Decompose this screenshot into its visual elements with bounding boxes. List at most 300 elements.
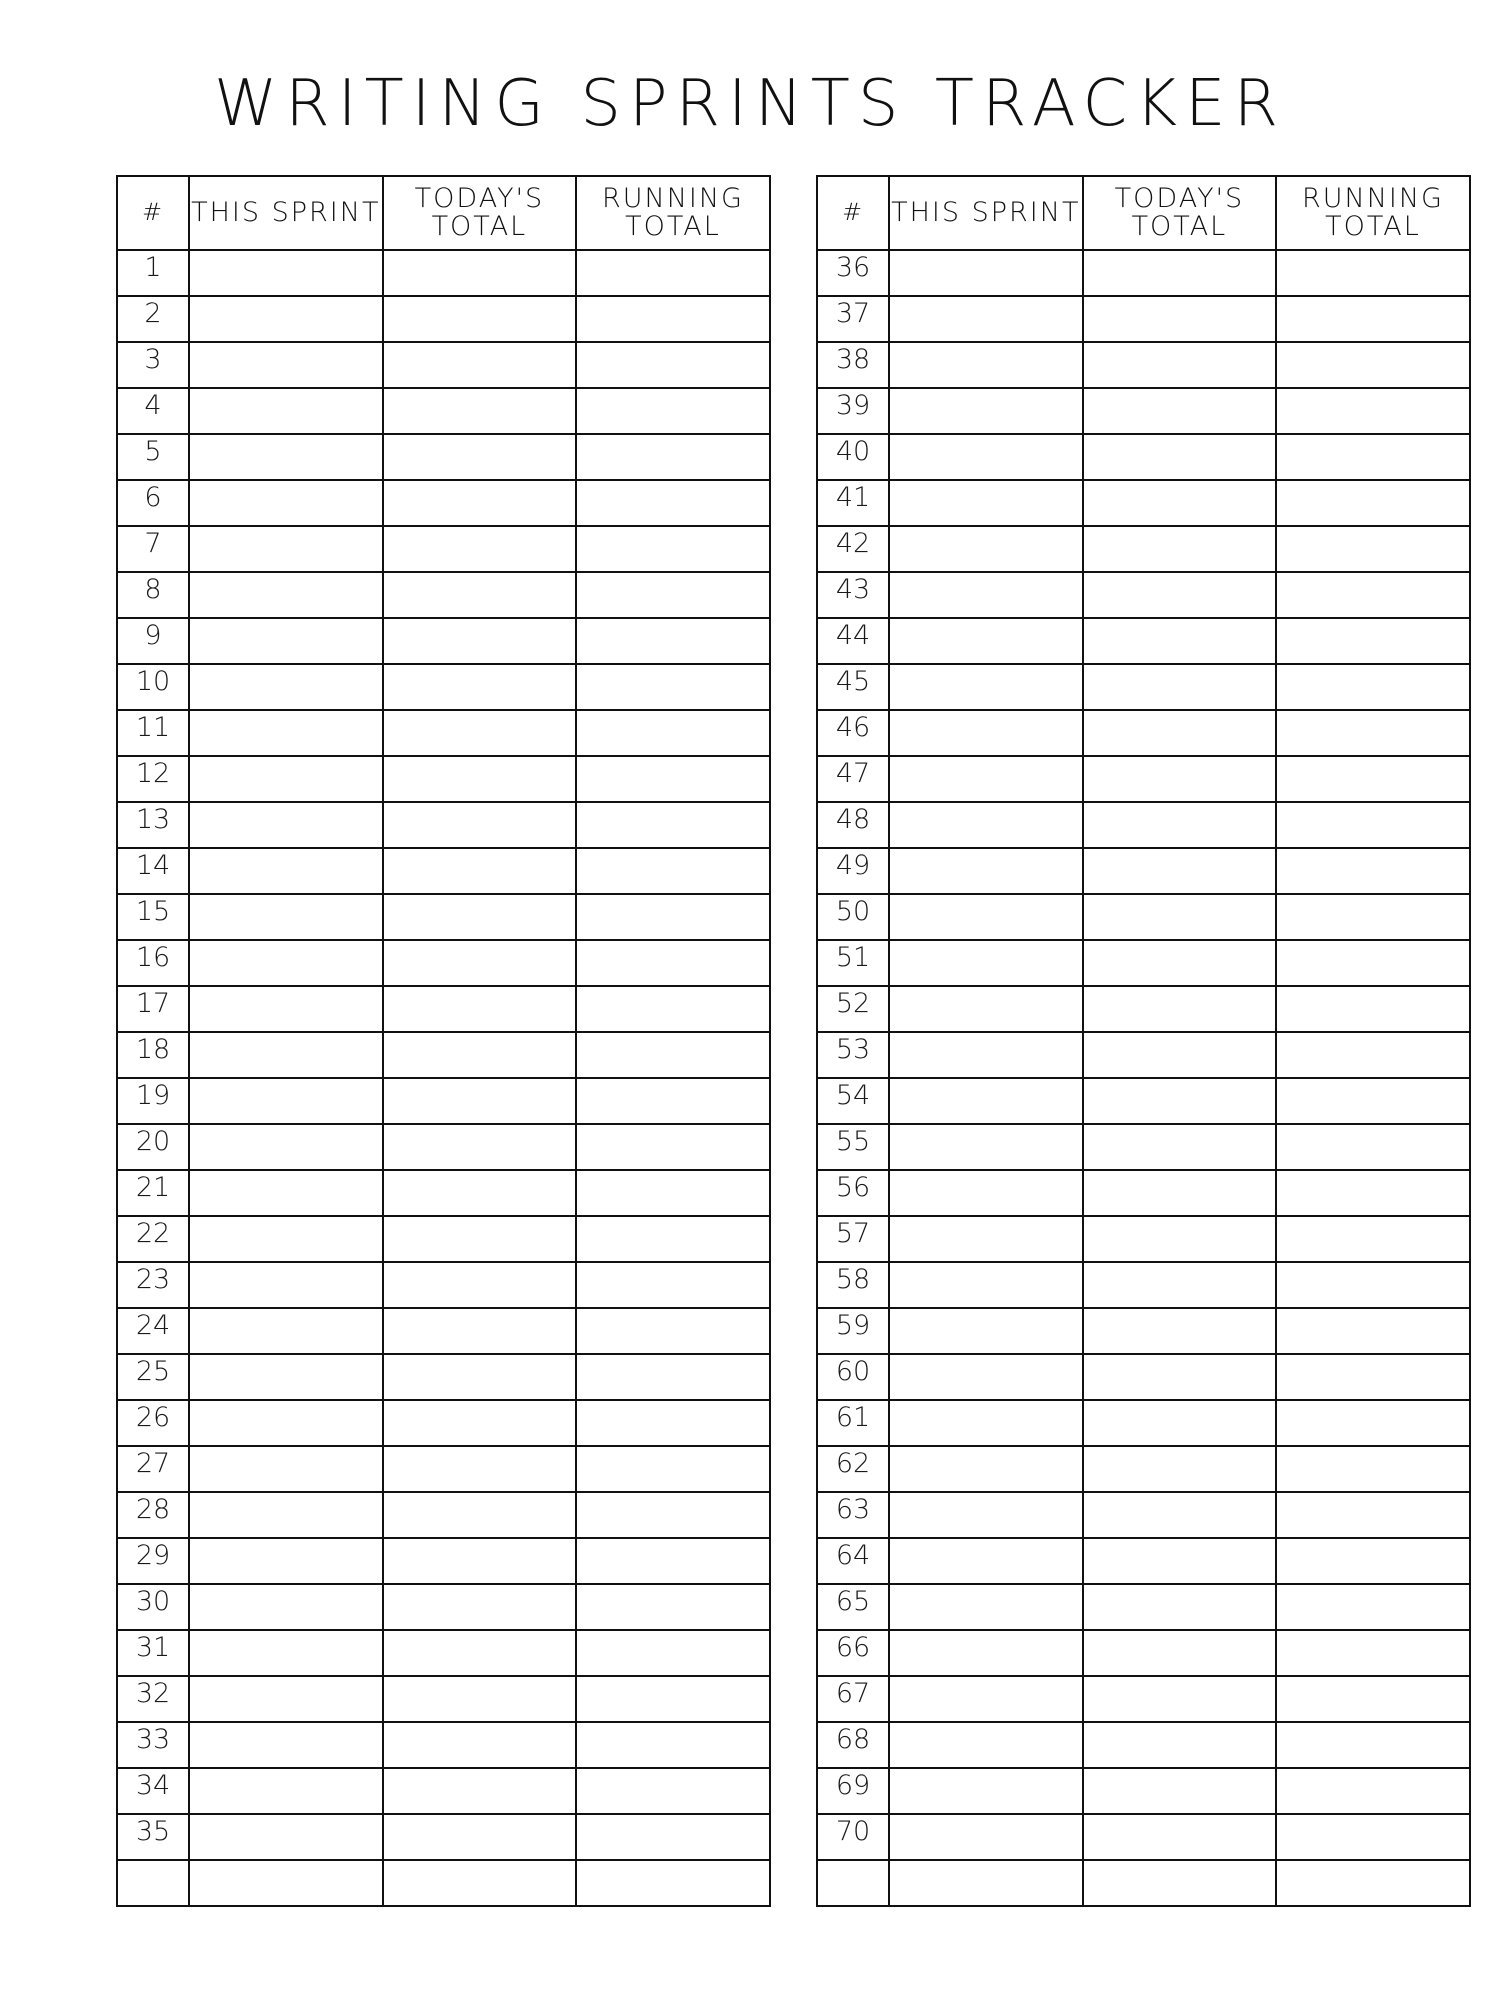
sprint-number: 46 [817,710,889,756]
running-total-cell[interactable] [1276,1814,1470,1860]
sprint-number: 56 [817,1170,889,1216]
this-sprint-cell[interactable] [889,1768,1083,1814]
running-total-cell[interactable] [1276,526,1470,572]
sprint-table-left [116,175,771,1907]
this-sprint-cell[interactable] [189,986,383,1032]
todays-total-cell[interactable] [1083,1584,1277,1630]
this-sprint-cell[interactable] [889,1078,1083,1124]
todays-total-cell[interactable] [1083,1216,1277,1262]
blank-row [117,1860,770,1906]
running-total-cell[interactable] [1276,434,1470,480]
header-todays-total: TODAY'S TOTAL [383,176,577,250]
this-sprint-cell[interactable] [189,434,383,480]
todays-total-cell[interactable] [383,296,577,342]
this-sprint-cell[interactable] [889,1814,1083,1860]
this-sprint-cell[interactable] [889,618,1083,664]
todays-total-cell[interactable] [1083,1170,1277,1216]
running-total-cell[interactable] [576,1308,770,1354]
this-sprint-cell[interactable] [889,1354,1083,1400]
todays-total-cell[interactable] [383,1170,577,1216]
todays-total-cell[interactable] [383,1400,577,1446]
this-sprint-cell[interactable] [189,572,383,618]
todays-total-cell[interactable] [1083,480,1277,526]
running-total-cell[interactable] [576,1492,770,1538]
this-sprint-cell[interactable] [189,296,383,342]
running-total-cell[interactable] [1276,1308,1470,1354]
running-total-cell[interactable] [576,1124,770,1170]
todays-total-cell[interactable] [1083,388,1277,434]
todays-total-cell[interactable] [1083,1400,1277,1446]
todays-total-cell[interactable] [1083,1032,1277,1078]
sprint-number: 10 [117,664,189,710]
running-total-cell[interactable] [1276,802,1470,848]
sprint-row [817,848,1470,894]
running-total-cell[interactable] [576,848,770,894]
sprint-row [117,1216,770,1262]
todays-total-cell[interactable] [383,1216,577,1262]
running-total-cell[interactable] [1276,1124,1470,1170]
running-total-cell[interactable] [576,1584,770,1630]
todays-total-cell[interactable] [1083,940,1277,986]
sprint-number: 31 [117,1630,189,1676]
running-total-cell[interactable] [576,250,770,296]
this-sprint-cell[interactable] [889,1492,1083,1538]
this-sprint-cell[interactable] [189,802,383,848]
sprint-number: 38 [817,342,889,388]
sprint-row [117,802,770,848]
sprint-number: 33 [117,1722,189,1768]
todays-total-cell[interactable] [383,1630,577,1676]
todays-total-cell[interactable] [383,1538,577,1584]
running-total-cell[interactable] [576,480,770,526]
running-total-cell[interactable] [576,572,770,618]
this-sprint-cell[interactable] [889,526,1083,572]
sprint-number: 36 [817,250,889,296]
sprint-row [117,848,770,894]
running-total-cell[interactable] [1276,1676,1470,1722]
todays-total-cell[interactable] [1083,986,1277,1032]
running-total-cell[interactable] [1276,342,1470,388]
running-total-cell[interactable] [1276,1216,1470,1262]
todays-total-cell[interactable] [1083,296,1277,342]
todays-total-cell[interactable] [1083,1768,1277,1814]
this-sprint-cell[interactable] [189,1722,383,1768]
todays-total-cell[interactable] [1083,526,1277,572]
todays-total-cell[interactable] [1083,1492,1277,1538]
sprint-number: 14 [117,848,189,894]
todays-total-cell[interactable] [383,618,577,664]
todays-total-cell[interactable] [1083,756,1277,802]
sprint-row [817,1538,1470,1584]
todays-total-cell[interactable] [383,1124,577,1170]
sprint-number: 17 [117,986,189,1032]
this-sprint-cell[interactable] [889,1170,1083,1216]
running-total-cell[interactable] [576,1860,770,1906]
this-sprint-cell[interactable] [889,1032,1083,1078]
this-sprint-cell[interactable] [889,572,1083,618]
sprint-row [817,1630,1470,1676]
todays-total-cell[interactable] [1083,848,1277,894]
sprint-rows-right [817,250,1470,1906]
running-total-cell[interactable] [1276,388,1470,434]
sprint-row [117,388,770,434]
blank-row [817,1860,1470,1906]
sprint-row [117,1170,770,1216]
this-sprint-cell[interactable] [889,1538,1083,1584]
running-total-cell[interactable] [576,1446,770,1492]
running-total-cell[interactable] [1276,1262,1470,1308]
sprint-row [817,296,1470,342]
running-total-cell[interactable] [1276,1722,1470,1768]
this-sprint-cell[interactable] [189,1538,383,1584]
running-total-cell[interactable] [576,1032,770,1078]
sprint-number: 45 [817,664,889,710]
sprint-number: 20 [117,1124,189,1170]
sprint-row [817,572,1470,618]
running-total-cell[interactable] [576,664,770,710]
sprint-number: 1 [117,250,189,296]
sprint-row [817,1400,1470,1446]
header-this-sprint: THIS SPRINT [189,176,383,250]
running-total-cell[interactable] [576,1722,770,1768]
running-total-cell[interactable] [1276,940,1470,986]
page-title: WRITING SPRINTS TRACKER [213,67,1287,141]
header-running-total: RUNNING TOTAL [1276,176,1470,250]
sprint-row [117,756,770,802]
this-sprint-cell[interactable] [189,894,383,940]
running-total-cell[interactable] [1276,480,1470,526]
header-number: # [817,176,889,250]
todays-total-cell[interactable] [383,1078,577,1124]
todays-total-cell[interactable] [1083,1814,1277,1860]
running-total-cell[interactable] [576,296,770,342]
sprint-number: 52 [817,986,889,1032]
this-sprint-cell[interactable] [889,756,1083,802]
this-sprint-cell[interactable] [189,664,383,710]
sprint-row [117,618,770,664]
running-total-cell[interactable] [1276,250,1470,296]
todays-total-cell[interactable] [1083,894,1277,940]
sprint-row [817,434,1470,480]
this-sprint-cell[interactable] [889,664,1083,710]
this-sprint-cell[interactable] [189,342,383,388]
running-total-cell[interactable] [576,894,770,940]
running-total-cell[interactable] [1276,1078,1470,1124]
todays-total-cell[interactable] [1083,1676,1277,1722]
this-sprint-cell[interactable] [189,1814,383,1860]
sprint-number: 48 [817,802,889,848]
sprint-number: 62 [817,1446,889,1492]
running-total-cell[interactable] [1276,664,1470,710]
sprint-number: 34 [117,1768,189,1814]
sprint-number: 28 [117,1492,189,1538]
this-sprint-cell[interactable] [889,1630,1083,1676]
this-sprint-cell[interactable] [889,986,1083,1032]
sprint-number: 42 [817,526,889,572]
sprint-number: 47 [817,756,889,802]
todays-total-cell[interactable] [1083,1354,1277,1400]
running-total-cell[interactable] [1276,986,1470,1032]
header-this-sprint: THIS SPRINT [889,176,1083,250]
sprint-row [817,1354,1470,1400]
sprint-row [817,802,1470,848]
this-sprint-cell[interactable] [889,710,1083,756]
todays-total-cell[interactable] [383,1308,577,1354]
sprint-number: 37 [817,296,889,342]
this-sprint-cell[interactable] [189,388,383,434]
this-sprint-cell[interactable] [889,296,1083,342]
todays-total-cell[interactable] [383,664,577,710]
running-total-cell[interactable] [1276,1400,1470,1446]
this-sprint-cell[interactable] [189,1630,383,1676]
running-total-cell[interactable] [576,526,770,572]
this-sprint-cell[interactable] [889,1860,1083,1906]
todays-total-cell[interactable] [383,986,577,1032]
sprint-number: 39 [817,388,889,434]
sprint-number: 55 [817,1124,889,1170]
this-sprint-cell[interactable] [189,1262,383,1308]
this-sprint-cell[interactable] [189,940,383,986]
todays-total-cell[interactable] [383,894,577,940]
sprint-number: 54 [817,1078,889,1124]
this-sprint-cell[interactable] [189,1584,383,1630]
todays-total-cell[interactable] [383,1676,577,1722]
this-sprint-cell[interactable] [189,1308,383,1354]
this-sprint-cell[interactable] [889,894,1083,940]
todays-total-cell[interactable] [1083,1538,1277,1584]
sprint-row [117,894,770,940]
this-sprint-cell[interactable] [189,1354,383,1400]
sprint-row [117,1538,770,1584]
todays-total-cell[interactable] [383,710,577,756]
this-sprint-cell[interactable] [189,1400,383,1446]
sprint-row [817,526,1470,572]
running-total-cell[interactable] [1276,1170,1470,1216]
this-sprint-cell[interactable] [189,1860,383,1906]
sprint-number: 3 [117,342,189,388]
this-sprint-cell[interactable] [889,1400,1083,1446]
this-sprint-cell[interactable] [889,1676,1083,1722]
this-sprint-cell[interactable] [189,1170,383,1216]
todays-total-cell[interactable] [1083,342,1277,388]
todays-total-cell[interactable] [1083,1630,1277,1676]
running-total-cell[interactable] [1276,1032,1470,1078]
this-sprint-cell[interactable] [189,1124,383,1170]
running-total-cell[interactable] [576,1676,770,1722]
sprint-number: 30 [117,1584,189,1630]
this-sprint-cell[interactable] [189,480,383,526]
running-total-cell[interactable] [576,618,770,664]
running-total-cell[interactable] [1276,618,1470,664]
this-sprint-cell[interactable] [889,250,1083,296]
todays-total-cell[interactable] [383,526,577,572]
this-sprint-cell[interactable] [189,756,383,802]
running-total-cell[interactable] [1276,1446,1470,1492]
this-sprint-cell[interactable] [889,480,1083,526]
header-running-total: RUNNING TOTAL [576,176,770,250]
running-total-cell[interactable] [1276,1860,1470,1906]
sprint-number: 32 [117,1676,189,1722]
running-total-cell[interactable] [1276,848,1470,894]
this-sprint-cell[interactable] [889,940,1083,986]
sprint-row [117,1354,770,1400]
this-sprint-cell[interactable] [889,1722,1083,1768]
running-total-cell[interactable] [576,940,770,986]
this-sprint-cell[interactable] [189,1216,383,1262]
running-total-cell[interactable] [576,802,770,848]
this-sprint-cell[interactable] [189,1032,383,1078]
running-total-cell[interactable] [576,986,770,1032]
todays-total-cell[interactable] [1083,1860,1277,1906]
todays-total-cell[interactable] [383,756,577,802]
running-total-cell[interactable] [1276,1492,1470,1538]
running-total-cell[interactable] [576,1262,770,1308]
todays-total-cell[interactable] [1083,434,1277,480]
sprint-number: 60 [817,1354,889,1400]
todays-total-cell[interactable] [383,480,577,526]
todays-total-cell[interactable] [1083,1124,1277,1170]
running-total-cell[interactable] [576,1078,770,1124]
sprint-number: 8 [117,572,189,618]
sprint-row [817,756,1470,802]
running-total-cell[interactable] [576,434,770,480]
sprint-row [117,1446,770,1492]
todays-total-cell[interactable] [1083,572,1277,618]
sprint-number: 2 [117,296,189,342]
this-sprint-cell[interactable] [189,618,383,664]
sprint-number: 41 [817,480,889,526]
running-total-cell[interactable] [1276,1538,1470,1584]
todays-total-cell[interactable] [1083,1446,1277,1492]
sprint-number [117,1860,189,1906]
todays-total-cell[interactable] [383,1722,577,1768]
running-total-cell[interactable] [1276,1768,1470,1814]
running-total-cell[interactable] [1276,756,1470,802]
sprint-number: 13 [117,802,189,848]
this-sprint-cell[interactable] [189,1078,383,1124]
this-sprint-cell[interactable] [189,1446,383,1492]
this-sprint-cell[interactable] [889,1124,1083,1170]
todays-total-cell[interactable] [383,1492,577,1538]
todays-total-cell[interactable] [383,1262,577,1308]
this-sprint-cell[interactable] [889,388,1083,434]
todays-total-cell[interactable] [383,1584,577,1630]
running-total-cell[interactable] [1276,894,1470,940]
sprint-row [817,1768,1470,1814]
todays-total-cell[interactable] [1083,250,1277,296]
todays-total-cell[interactable] [1083,1078,1277,1124]
this-sprint-cell[interactable] [189,1492,383,1538]
todays-total-cell[interactable] [1083,802,1277,848]
sprint-table-right [816,175,1471,1907]
this-sprint-cell[interactable] [189,1676,383,1722]
this-sprint-cell[interactable] [889,434,1083,480]
running-total-cell[interactable] [576,1630,770,1676]
running-total-cell[interactable] [576,710,770,756]
running-total-cell[interactable] [576,756,770,802]
sprint-row [117,1032,770,1078]
running-total-cell[interactable] [1276,296,1470,342]
sprint-number: 27 [117,1446,189,1492]
sprint-row [817,388,1470,434]
this-sprint-cell[interactable] [889,1584,1083,1630]
todays-total-cell[interactable] [383,802,577,848]
sprint-number: 51 [817,940,889,986]
running-total-cell[interactable] [1276,572,1470,618]
running-total-cell[interactable] [1276,1354,1470,1400]
this-sprint-cell[interactable] [189,250,383,296]
todays-total-cell[interactable] [383,848,577,894]
todays-total-cell[interactable] [383,940,577,986]
sprint-number: 63 [817,1492,889,1538]
this-sprint-cell[interactable] [889,342,1083,388]
sprint-number: 66 [817,1630,889,1676]
running-total-cell[interactable] [576,1538,770,1584]
this-sprint-cell[interactable] [189,848,383,894]
running-total-cell[interactable] [576,342,770,388]
sprint-row [817,1676,1470,1722]
running-total-cell[interactable] [1276,1584,1470,1630]
this-sprint-cell[interactable] [889,1446,1083,1492]
todays-total-cell[interactable] [383,1814,577,1860]
sprint-rows-left [117,250,770,1906]
todays-total-cell[interactable] [1083,710,1277,756]
todays-total-cell[interactable] [383,1446,577,1492]
todays-total-cell[interactable] [383,342,577,388]
this-sprint-cell[interactable] [189,1768,383,1814]
running-total-cell[interactable] [1276,710,1470,756]
this-sprint-cell[interactable] [889,848,1083,894]
todays-total-cell[interactable] [1083,618,1277,664]
sprint-row [117,940,770,986]
this-sprint-cell[interactable] [889,1262,1083,1308]
todays-total-cell[interactable] [383,1860,577,1906]
sprint-number: 40 [817,434,889,480]
sprint-row [817,1492,1470,1538]
running-total-cell[interactable] [576,388,770,434]
todays-total-cell[interactable] [383,434,577,480]
sprint-number: 18 [117,1032,189,1078]
running-total-cell[interactable] [576,1170,770,1216]
sprint-number: 16 [117,940,189,986]
todays-total-cell[interactable] [383,1354,577,1400]
running-total-cell[interactable] [576,1354,770,1400]
this-sprint-cell[interactable] [189,710,383,756]
running-total-cell[interactable] [576,1768,770,1814]
this-sprint-cell[interactable] [889,1308,1083,1354]
running-total-cell[interactable] [576,1400,770,1446]
todays-total-cell[interactable] [1083,1722,1277,1768]
this-sprint-cell[interactable] [889,1216,1083,1262]
this-sprint-cell[interactable] [189,526,383,572]
todays-total-cell[interactable] [1083,1262,1277,1308]
header-todays-total: TODAY'S TOTAL [1083,176,1277,250]
todays-total-cell[interactable] [383,572,577,618]
this-sprint-cell[interactable] [889,802,1083,848]
todays-total-cell[interactable] [383,1768,577,1814]
running-total-cell[interactable] [576,1814,770,1860]
todays-total-cell[interactable] [383,1032,577,1078]
todays-total-cell[interactable] [1083,664,1277,710]
sprint-number: 65 [817,1584,889,1630]
sprint-number: 4 [117,388,189,434]
todays-total-cell[interactable] [383,250,577,296]
todays-total-cell[interactable] [1083,1308,1277,1354]
running-total-cell[interactable] [1276,1630,1470,1676]
running-total-cell[interactable] [576,1216,770,1262]
sprint-number: 21 [117,1170,189,1216]
todays-total-cell[interactable] [383,388,577,434]
